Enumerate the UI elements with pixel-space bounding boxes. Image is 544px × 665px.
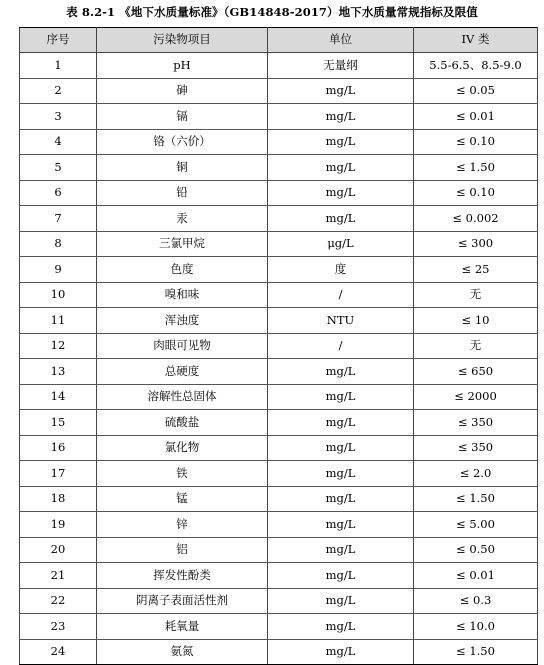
cell-unit: μg/L xyxy=(268,231,414,257)
cell-pollutant-item: 溶解性总固体 xyxy=(97,384,268,410)
cell-class-iv-limit: ≤ 1.50 xyxy=(414,639,538,665)
cell-unit: mg/L xyxy=(268,512,414,538)
cell-class-iv-limit: ≤ 25 xyxy=(414,257,538,283)
cell-serial-number: 16 xyxy=(20,435,97,461)
table-row xyxy=(20,206,538,232)
cell-pollutant-item: 硫酸盐 xyxy=(97,410,268,436)
cell-pollutant-item: 肉眼可见物 xyxy=(97,333,268,359)
cell-serial-number: 20 xyxy=(20,537,97,563)
cell-serial-number: 6 xyxy=(20,180,97,206)
cell-unit: mg/L xyxy=(268,563,414,589)
cell-class-iv-limit: ≤ 1.50 xyxy=(414,486,538,512)
table-row xyxy=(20,588,538,614)
cell-class-iv-limit: ≤ 0.10 xyxy=(414,129,538,155)
table-row xyxy=(20,435,538,461)
cell-class-iv-limit: 无 xyxy=(414,282,538,308)
table-row xyxy=(20,359,538,385)
cell-unit: mg/L xyxy=(268,410,414,436)
table-row xyxy=(20,308,538,334)
cell-serial-number: 14 xyxy=(20,384,97,410)
cell-class-iv-limit: 5.5-6.5、8.5-9.0 xyxy=(414,53,538,79)
cell-class-iv-limit: ≤ 10 xyxy=(414,308,538,334)
table-row xyxy=(20,231,538,257)
cell-serial-number: 3 xyxy=(20,104,97,130)
cell-class-iv-limit: ≤ 10.0 xyxy=(414,614,538,640)
cell-serial-number: 2 xyxy=(20,78,97,104)
cell-serial-number: 24 xyxy=(20,639,97,665)
cell-class-iv-limit: ≤ 5.00 xyxy=(414,512,538,538)
cell-serial-number: 10 xyxy=(20,282,97,308)
cell-class-iv-limit: ≤ 0.002 xyxy=(414,206,538,232)
cell-unit: NTU xyxy=(268,308,414,334)
cell-pollutant-item: 汞 xyxy=(97,206,268,232)
cell-unit: mg/L xyxy=(268,78,414,104)
table-row xyxy=(20,155,538,181)
cell-unit: mg/L xyxy=(268,614,414,640)
cell-serial-number: 18 xyxy=(20,486,97,512)
cell-serial-number: 12 xyxy=(20,333,97,359)
groundwater-standard-table xyxy=(19,27,538,665)
cell-serial-number: 5 xyxy=(20,155,97,181)
cell-pollutant-item: 色度 xyxy=(97,257,268,283)
cell-unit: / xyxy=(268,282,414,308)
cell-class-iv-limit: ≤ 0.01 xyxy=(414,104,538,130)
cell-class-iv-limit: ≤ 0.50 xyxy=(414,537,538,563)
cell-unit: mg/L xyxy=(268,359,414,385)
table-row xyxy=(20,104,538,130)
table-row xyxy=(20,614,538,640)
cell-unit: mg/L xyxy=(268,639,414,665)
table-body xyxy=(20,53,538,665)
cell-unit: / xyxy=(268,333,414,359)
table-row xyxy=(20,333,538,359)
cell-pollutant-item: 氨氮 xyxy=(97,639,268,665)
cell-class-iv-limit: ≤ 0.05 xyxy=(414,78,538,104)
cell-pollutant-item: 氯化物 xyxy=(97,435,268,461)
table-row xyxy=(20,53,538,79)
cell-pollutant-item: 浑浊度 xyxy=(97,308,268,334)
cell-pollutant-item: 铬（六价） xyxy=(97,129,268,155)
cell-serial-number: 23 xyxy=(20,614,97,640)
cell-serial-number: 9 xyxy=(20,257,97,283)
cell-class-iv-limit: ≤ 2.0 xyxy=(414,461,538,487)
cell-pollutant-item: 总硬度 xyxy=(97,359,268,385)
cell-serial-number: 21 xyxy=(20,563,97,589)
table-row xyxy=(20,639,538,665)
cell-class-iv-limit: ≤ 350 xyxy=(414,435,538,461)
table-header-row xyxy=(20,28,538,53)
cell-unit: mg/L xyxy=(268,486,414,512)
header-unit: 单位 xyxy=(268,28,414,53)
header-class-iv-limit: IV 类 xyxy=(414,28,538,53)
cell-unit: mg/L xyxy=(268,155,414,181)
cell-pollutant-item: 铜 xyxy=(97,155,268,181)
cell-unit: mg/L xyxy=(268,180,414,206)
table-row xyxy=(20,384,538,410)
table-row xyxy=(20,282,538,308)
cell-pollutant-item: 砷 xyxy=(97,78,268,104)
cell-unit: mg/L xyxy=(268,384,414,410)
cell-unit: 度 xyxy=(268,257,414,283)
table-row xyxy=(20,512,538,538)
cell-class-iv-limit: ≤ 0.10 xyxy=(414,180,538,206)
cell-class-iv-limit: ≤ 0.01 xyxy=(414,563,538,589)
table-row xyxy=(20,129,538,155)
cell-class-iv-limit: ≤ 350 xyxy=(414,410,538,436)
cell-class-iv-limit: ≤ 300 xyxy=(414,231,538,257)
cell-class-iv-limit: 无 xyxy=(414,333,538,359)
cell-pollutant-item: 铝 xyxy=(97,537,268,563)
table-row xyxy=(20,180,538,206)
cell-pollutant-item: 铁 xyxy=(97,461,268,487)
cell-serial-number: 11 xyxy=(20,308,97,334)
cell-serial-number: 22 xyxy=(20,588,97,614)
cell-pollutant-item: 铅 xyxy=(97,180,268,206)
cell-pollutant-item: 锰 xyxy=(97,486,268,512)
cell-unit: mg/L xyxy=(268,461,414,487)
cell-pollutant-item: 阴离子表面活性剂 xyxy=(97,588,268,614)
header-pollutant-item: 污染物项目 xyxy=(97,28,268,53)
cell-unit: mg/L xyxy=(268,588,414,614)
cell-class-iv-limit: ≤ 1.50 xyxy=(414,155,538,181)
cell-class-iv-limit: ≤ 0.3 xyxy=(414,588,538,614)
table-row xyxy=(20,461,538,487)
cell-serial-number: 1 xyxy=(20,53,97,79)
cell-pollutant-item: 嗅和味 xyxy=(97,282,268,308)
table-row xyxy=(20,410,538,436)
table-row xyxy=(20,486,538,512)
cell-serial-number: 19 xyxy=(20,512,97,538)
table-caption: 表 8.2-1 《地下水质量标准》（GB14848-2017）地下水质量常规指标及限值 xyxy=(66,5,478,19)
table-row xyxy=(20,78,538,104)
cell-unit: 无量纲 xyxy=(268,53,414,79)
cell-unit: mg/L xyxy=(268,435,414,461)
cell-pollutant-item: 挥发性酚类 xyxy=(97,563,268,589)
table-row xyxy=(20,257,538,283)
cell-pollutant-item: 三氯甲烷 xyxy=(97,231,268,257)
cell-pollutant-item: 镉 xyxy=(97,104,268,130)
cell-class-iv-limit: ≤ 650 xyxy=(414,359,538,385)
cell-serial-number: 4 xyxy=(20,129,97,155)
cell-pollutant-item: 锌 xyxy=(97,512,268,538)
cell-unit: mg/L xyxy=(268,129,414,155)
header-serial-number: 序号 xyxy=(20,28,97,53)
table-row xyxy=(20,537,538,563)
cell-unit: mg/L xyxy=(268,206,414,232)
cell-pollutant-item: 耗氧量 xyxy=(97,614,268,640)
cell-unit: mg/L xyxy=(268,104,414,130)
cell-serial-number: 17 xyxy=(20,461,97,487)
cell-pollutant-item: pH xyxy=(97,53,268,79)
cell-serial-number: 15 xyxy=(20,410,97,436)
table-row xyxy=(20,563,538,589)
cell-serial-number: 7 xyxy=(20,206,97,232)
cell-unit: mg/L xyxy=(268,537,414,563)
cell-class-iv-limit: ≤ 2000 xyxy=(414,384,538,410)
cell-serial-number: 8 xyxy=(20,231,97,257)
cell-serial-number: 13 xyxy=(20,359,97,385)
